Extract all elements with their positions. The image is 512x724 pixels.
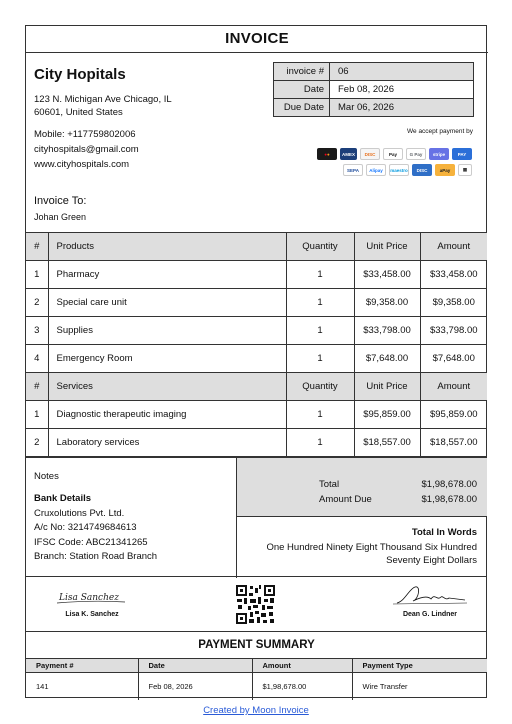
payment-amount-header: Amount [252,659,352,673]
row-amount: $7,648.00 [420,345,487,373]
signature-left-name: Lisa K. Sanchez [65,611,119,618]
discover-card-icon: DISC [360,148,380,160]
bank-transfer-icon: ▦ [458,164,472,176]
mastercard-icon: ● ● [317,148,337,160]
payment-amount-cell: $1,98,678.00 [252,673,352,700]
row-qty: 1 [286,429,354,457]
bank-account: A/c No: 3214749684613 [34,522,137,533]
discover-card-2-icon: DISC [412,164,432,176]
col-amount-header: Amount [420,373,487,401]
paypal-icon: PAY [452,148,472,160]
total-value: $1,98,678.00 [421,479,477,490]
col-qty-header: Quantity [286,373,354,401]
row-qty: 1 [286,289,354,317]
payment-header-row [26,659,487,673]
row-num: 2 [26,429,48,457]
client-name: Johan Green [34,212,87,222]
row-unit-price: $95,859.00 [354,401,420,429]
invoice-sheet [25,25,487,698]
col-qty-header: Quantity [286,233,354,261]
row-unit-price: $9,358.00 [354,289,420,317]
invoice-to-label: Invoice To: [34,195,87,207]
row-unit-price: $18,557.00 [354,429,420,457]
google-pay-icon: G Pay [406,148,426,160]
row-amount: $33,458.00 [420,261,487,289]
invoice-number-label: invoice # [274,63,330,81]
row-num: 4 [26,345,48,373]
date-label: Date [274,81,330,99]
table-row [26,429,487,457]
signature-right [385,581,475,618]
invoice-meta-table [273,62,474,117]
row-qty: 1 [286,261,354,289]
company-website: www.cityhospitals.com [34,159,130,170]
row-item: Diagnostic therapeutic imaging [48,401,286,429]
payment-number-cell: 141 [26,673,138,700]
meta-row-due [274,99,474,117]
totals-box [236,458,487,517]
col-num-header: # [26,373,48,401]
signature-left-image [47,581,137,607]
payment-date-cell: Feb 08, 2026 [138,673,252,700]
row-num: 3 [26,317,48,345]
row-unit-price: $7,648.00 [354,345,420,373]
amount-due-row [319,494,477,505]
col-amount-header: Amount [420,233,487,261]
total-label: Total [319,479,340,490]
payment-summary-title: PAYMENT SUMMARY [26,631,487,658]
row-amount: $18,557.00 [420,429,487,457]
col-services-header: Services [48,373,286,401]
row-qty: 1 [286,401,354,429]
payment-type-cell: Wire Transfer [352,673,487,700]
address-line-1: 123 N. Michigan Ave Chicago, IL [34,94,172,105]
payment-date-header: Date [138,659,252,673]
total-in-words-value: One Hundred Ninety Eight Thousand Six Hundred Seventy Eight Dollars [266,542,477,566]
col-unit-header: Unit Price [354,373,420,401]
meta-row-invoice [274,63,474,81]
due-date-value: Mar 06, 2026 [330,99,474,117]
amount-due-value: $1,98,678.00 [421,494,477,505]
table-row [26,345,487,373]
address-line-2: 60601, United States [34,106,123,118]
apple-pay-icon: Pay [383,148,403,160]
total-in-words-box [236,517,487,578]
amex-card-icon: AMEX [340,148,357,160]
row-amount: $95,859.00 [420,401,487,429]
row-amount: $9,358.00 [420,289,487,317]
row-amount: $33,798.00 [420,317,487,345]
alipay-icon: Alipay [366,164,386,176]
signature-left-script: Lisa Sanchez [59,593,119,603]
col-unit-header: Unit Price [354,233,420,261]
qr-code-icon [235,584,276,625]
payment-icons-row-1 [317,148,472,160]
col-products-header: Products [48,233,286,261]
signature-right-name: Dean G. Lindner [402,611,458,618]
stripe-icon: stripe [429,148,449,160]
row-unit-price: $33,798.00 [354,317,420,345]
row-qty: 1 [286,317,354,345]
bank-details [34,492,157,565]
date-value: Feb 08, 2026 [330,81,474,99]
table-row [26,317,487,345]
company-contact [34,127,139,172]
payment-summary-table [26,658,487,700]
table-row [26,673,487,700]
table-row [26,289,487,317]
row-num: 1 [26,261,48,289]
created-by-link[interactable]: Created by Moon Invoice [203,705,309,716]
row-num: 2 [26,289,48,317]
col-num-header: # [26,233,48,261]
row-item: Special care unit [48,289,286,317]
table-row [26,261,487,289]
amazon-pay-icon: aPay [435,164,455,176]
payment-number-header: Payment # [26,659,138,673]
table-row [26,401,487,429]
invoice-title: INVOICE [26,26,488,53]
bank-name: Cruxolutions Pvt. Ltd. [34,507,125,519]
amount-due-label: Amount Due [319,494,372,505]
maestro-icon: maestro [389,164,409,176]
signature-right-image [385,581,475,607]
meta-row-date [274,81,474,99]
sepa-icon: SEPA [343,164,363,176]
payment-accept-label: We accept payment by [407,128,473,135]
company-email: cityhospitals@gmail.com [34,144,139,155]
total-row [319,479,477,490]
payment-icons-row-2 [343,164,472,176]
row-item: Pharmacy [48,261,286,289]
company-name: City Hopitals [34,66,126,83]
row-num: 1 [26,401,48,429]
due-date-label: Due Date [274,99,330,117]
bank-details-title: Bank Details [34,493,92,504]
services-header-row [26,373,487,401]
row-item: Emergency Room [48,345,286,373]
payment-type-header: Payment Type [352,659,487,673]
signature-left [47,581,137,618]
notes-totals-section [26,457,487,577]
products-header-row [26,233,487,261]
line-items-table [26,232,487,457]
row-item: Laboratory services [48,429,286,457]
bank-branch: Branch: Station Road Branch [34,551,158,562]
row-qty: 1 [286,345,354,373]
bank-ifsc: IFSC Code: ABC21341265 [34,536,148,548]
notes-label: Notes [34,471,59,482]
invoice-number-value: 06 [330,63,474,81]
company-mobile: Mobile: +117759802006 [34,129,136,140]
row-item: Supplies [48,317,286,345]
company-address [34,94,234,119]
total-in-words-label: Total In Words [411,527,477,538]
row-unit-price: $33,458.00 [354,261,420,289]
